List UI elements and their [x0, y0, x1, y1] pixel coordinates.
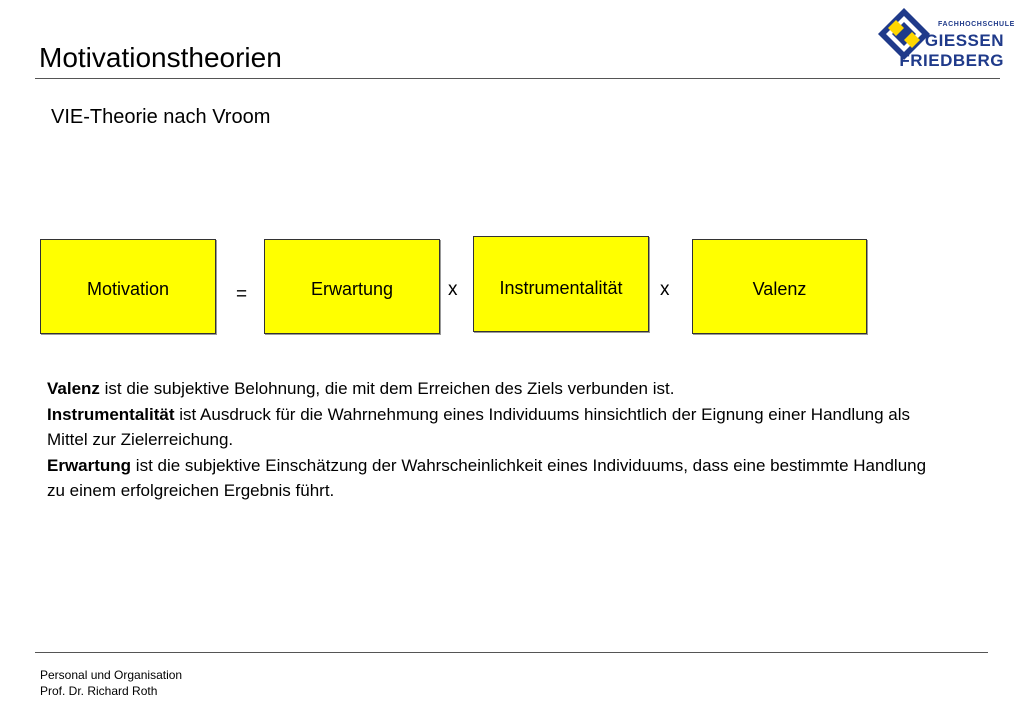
- header-divider: [35, 78, 1000, 79]
- multiply-operator: x: [448, 279, 458, 300]
- definition-term: Instrumentalität: [47, 404, 175, 424]
- subtitle: VIE-Theorie nach Vroom: [51, 106, 271, 128]
- logo-line1: GIESSEN: [924, 31, 1004, 50]
- box-label: Instrumentalität: [499, 278, 623, 298]
- box-label: Motivation: [86, 279, 170, 299]
- box-instrumentalitaet: [473, 236, 649, 332]
- box-motivation: [40, 239, 216, 334]
- definition-term: Valenz: [47, 379, 100, 398]
- box-valenz: [692, 239, 867, 334]
- definition-text: ist die subjektive Belohnung, die mit dem Erreichen des Ziels verbunden ist.: [99, 379, 675, 398]
- box-label: Valenz: [752, 279, 807, 299]
- definition-instrumentalitaet: [47, 402, 947, 453]
- definition-valenz: [47, 376, 947, 402]
- page-title: Motivationstheorien: [39, 42, 282, 73]
- footer-divider: [35, 652, 988, 653]
- logo-small-text: FACHHOCHSCHULE: [938, 21, 1015, 28]
- definition-text: ist Ausdruck für die Wahrnehmung eines Individuums hinsichtlich der Eignung einer Handlung als Mittel zur Zielerreichung.: [47, 404, 911, 449]
- definition-erwartung: [47, 453, 947, 504]
- box-label: Erwartung: [310, 279, 394, 299]
- multiply-operator: x: [660, 279, 670, 300]
- footer: [40, 667, 182, 699]
- footer-author: Prof. Dr. Richard Roth: [40, 684, 158, 698]
- definition-term: Erwartung: [47, 455, 132, 475]
- box-erwartung: [264, 239, 440, 334]
- equals-operator: =: [236, 284, 248, 305]
- footer-course: Personal und Organisation: [40, 668, 183, 682]
- logo-line2: FRIEDBERG: [899, 51, 1004, 70]
- definition-text: ist die subjektive Einschätzung der Wahrscheinlichkeit eines Individuums, dass eine bestimmte Handlung zu einem erfolgreichen Ergebnis führt.: [47, 455, 927, 500]
- definitions-text: [47, 376, 947, 504]
- university-logo: [876, 6, 1015, 74]
